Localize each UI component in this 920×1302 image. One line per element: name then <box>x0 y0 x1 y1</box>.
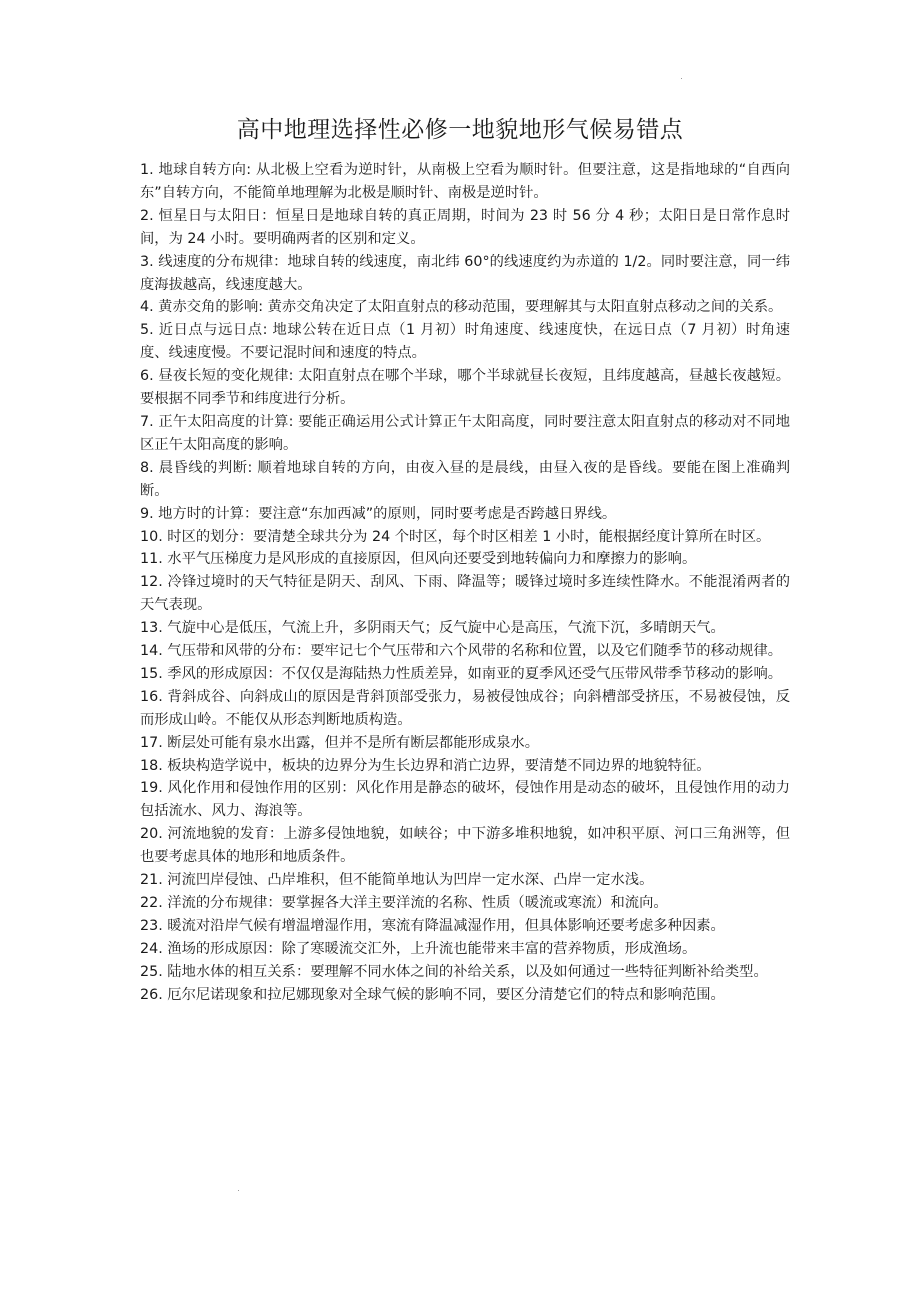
list-item: 8. 晨昏线的判断: 顺着地球自转的方向，由夜入昼的是晨线，由昼入夜的是昏线。要能在图上准确判断。 <box>140 459 790 499</box>
list-item: 6. 昼夜长短的变化规律: 太阳直射点在哪个半球，哪个半球就昼长夜短，且纬度越高，昼越长夜越短。要根据不同季节和纬度进行分析。 <box>140 368 790 408</box>
list-item: 3. 线速度的分布规律：地球自转的线速度，南北纬 60°的线速度约为赤道的 1/2。同时要注意，同一纬度海拔越高，线速度越大。 <box>140 253 790 293</box>
list-item: 7. 正午太阳高度的计算: 要能正确运用公式计算正午太阳高度，同时要注意太阳直射点的移动对不同地区正午太阳高度的影响。 <box>140 413 790 453</box>
list-item: 10. 时区的划分：要清楚全球共分为 24 个时区，每个时区相差 1 小时，能根据经度计算所在时区。 <box>140 528 771 545</box>
list-item: 11. 水平气压梯度力是风形成的直接原因，但风向还要受到地转偏向力和摩擦力的影响。 <box>140 551 697 568</box>
scan-speck <box>238 1190 239 1191</box>
error-point-list <box>140 159 790 1007</box>
list-item: 26. 厄尔尼诺现象和拉尼娜现象对全球气候的影响不同，要区分清楚它们的特点和影响范围。 <box>140 986 725 1003</box>
list-item: 22. 洋流的分布规律：要掌握各大洋主要洋流的名称、性质（暖流或寒流）和流向。 <box>140 895 668 911</box>
list-item: 19. 风化作用和侵蚀作用的区别：风化作用是静态的破坏，侵蚀作用是动态的破坏，且侵蚀作用的动力包括流水、风力、海浪等。 <box>140 780 790 820</box>
scan-speck <box>681 78 682 79</box>
list-item: 9. 地方时的计算：要注意“东加西减”的原则，同时要考虑是否跨越日界线。 <box>140 505 617 522</box>
list-item: 4. 黄赤交角的影响: 黄赤交角决定了太阳直射点的移动范围，要理解其与太阳直射点移动之间的关系。 <box>140 299 783 316</box>
list-item: 20. 河流地貌的发育：上游多侵蚀地貌，如峡谷；中下游多堆积地貌，如冲积平原、河口三角洲等，但也要考虑具体的地形和地质条件。 <box>140 826 790 866</box>
list-item: 15. 季风的形成原因：不仅仅是海陆热力性质差异，如南亚的夏季风还受气压带风带季节移动的影响。 <box>140 665 783 682</box>
list-item: 23. 暖流对沿岸气候有增温增湿作用，寒流有降温减湿作用，但具体影响还要考虑多种因素。 <box>140 917 725 934</box>
list-item: 14. 气压带和风带的分布：要牢记七个气压带和六个风带的名称和位置，以及它们随季节的移动规律。 <box>140 643 783 660</box>
list-item: 17. 断层处可能有泉水出露，但并不是所有断层都能形成泉水。 <box>140 734 539 751</box>
list-item: 25. 陆地水体的相互关系：要理解不同水体之间的补给关系，以及如何通过一些特征判断补给类型。 <box>140 963 768 980</box>
list-item: 1. 地球自转方向: 从北极上空看为逆时针，从南极上空看为顺时针。但要注意，这是指地球的“自西向东”自转方向，不能简单地理解为北极是顺时针、南极是逆时针。 <box>140 162 790 201</box>
list-item: 21. 河流凹岸侵蚀、凸岸堆积，但不能简单地认为凹岸一定水深、凸岸一定水浅。 <box>140 872 654 889</box>
page-title: 高中地理选择性必修一地貌地形气候易错点 <box>236 117 684 143</box>
list-item: 24. 渔场的形成原因：除了寒暖流交汇外，上升流也能带来丰富的营养物质，形成渔场。 <box>140 940 697 957</box>
list-item: 2. 恒星日与太阳日：恒星日是地球自转的真正周期，时间为 23 时 56 分 4 秒；太阳日是日常作息时间，为 24 小时。要明确两者的区别和定义。 <box>140 207 790 247</box>
list-item: 18. 板块构造学说中，板块的边界分为生长边界和消亡边界，要清楚不同边界的地貌特征。 <box>140 757 711 774</box>
list-item: 13. 气旋中心是低压，气流上升，多阴雨天气；反气旋中心是高压，气流下沉，多晴朗天气。 <box>140 620 725 637</box>
list-item: 5. 近日点与远日点: 地球公转在近日点（1 月初）时角速度、线速度快，在远日点（7 月初）时角速度、线速度慢。不要记混时间和速度的特点。 <box>140 322 790 362</box>
list-item: 16. 背斜成谷、向斜成山的原因是背斜顶部受张力，易被侵蚀成谷；向斜槽部受挤压，不易被侵蚀，反而形成山岭。不能仅从形态判断地质构造。 <box>140 688 790 728</box>
list-item: 12. 冷锋过境时的天气特征是阴天、刮风、下雨、降温等；暖锋过境时多连续性降水。不能混淆两者的天气表现。 <box>140 574 790 614</box>
